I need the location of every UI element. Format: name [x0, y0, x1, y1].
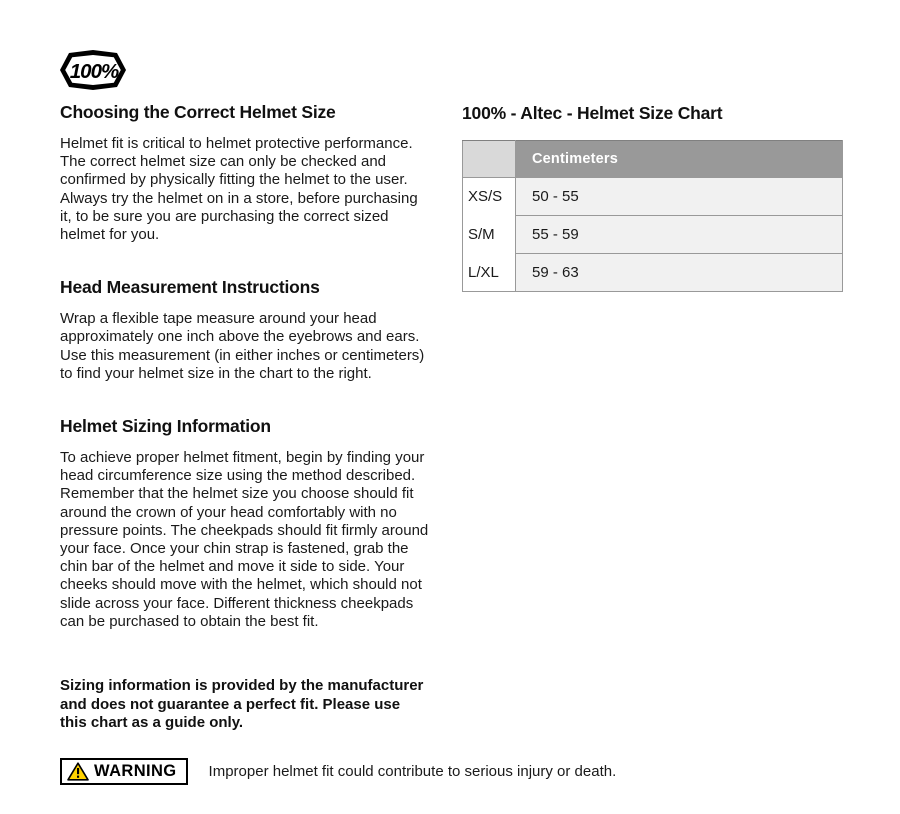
- logo-text: 100%: [69, 60, 119, 83]
- section-heading: Helmet Sizing Information: [60, 416, 271, 437]
- section-heading: Head Measurement Instructions: [60, 277, 320, 298]
- section-heading: Choosing the Correct Helmet Size: [60, 102, 336, 122]
- table-header-row: [463, 141, 843, 178]
- warning-label: WARNING: [94, 762, 177, 781]
- warning-text: Improper helmet fit could contribute to serious injury or death.: [208, 762, 617, 780]
- column-header-centimeters: Centimeters: [516, 141, 843, 178]
- size-value: 50 - 55: [516, 178, 843, 216]
- table-row: [463, 178, 843, 216]
- size-chart-table: [462, 140, 843, 292]
- warning-box: [60, 758, 188, 785]
- section-body: To achieve proper helmet fitment, begin by finding your head circumference size using the method described. Remember that the helmet size you choose should fit around the crown of your head comfortably with no pressure points. The cheekpads should fit firmly around your face. Once your chin strap is fastened, grab the chin bar of the helmet and move it side to side. Your cheeks should move with the helmet, which should not slide across your face. Different thickness cheekpads can be purchased to obtain the best fit.: [60, 449, 429, 630]
- table-row: [463, 254, 843, 292]
- size-chart-column: [462, 103, 843, 292]
- size-value: 55 - 59: [516, 216, 843, 254]
- section-choosing-size: [60, 102, 430, 244]
- size-label: S/M: [463, 216, 516, 254]
- size-chart-heading: 100% - Altec - Helmet Size Chart: [462, 103, 723, 123]
- section-sizing-information: [60, 416, 430, 631]
- warning-triangle-icon: [67, 762, 89, 781]
- table-corner-cell: [463, 141, 516, 178]
- section-body: Wrap a flexible tape measure around your head approximately one inch above the eyebrows and ears. Use this measurement (in either inches or centimeters) to find your helmet size in the chart to the right.: [60, 310, 425, 382]
- manufacturer-disclaimer: Sizing information is provided by the manufacturer and does not guarantee a perfect fit. Please use this chart as a guide only.: [60, 677, 424, 732]
- brand-logo-100percent: [60, 50, 126, 90]
- size-label: L/XL: [463, 254, 516, 292]
- section-body: Helmet fit is critical to helmet protective performance. The correct helmet size can only be checked and confirmed by physically fitting the helmet to the user. Always try the helmet on in a store, before purchasing it, to be sure you are purchasing the correct sized helmet for you.: [60, 135, 418, 244]
- warning-row: [60, 758, 620, 785]
- section-head-measurement: [60, 277, 430, 383]
- 100percent-badge-icon: [60, 50, 126, 90]
- size-value: 59 - 63: [516, 254, 843, 292]
- size-label: XS/S: [463, 178, 516, 216]
- table-row: [463, 216, 843, 254]
